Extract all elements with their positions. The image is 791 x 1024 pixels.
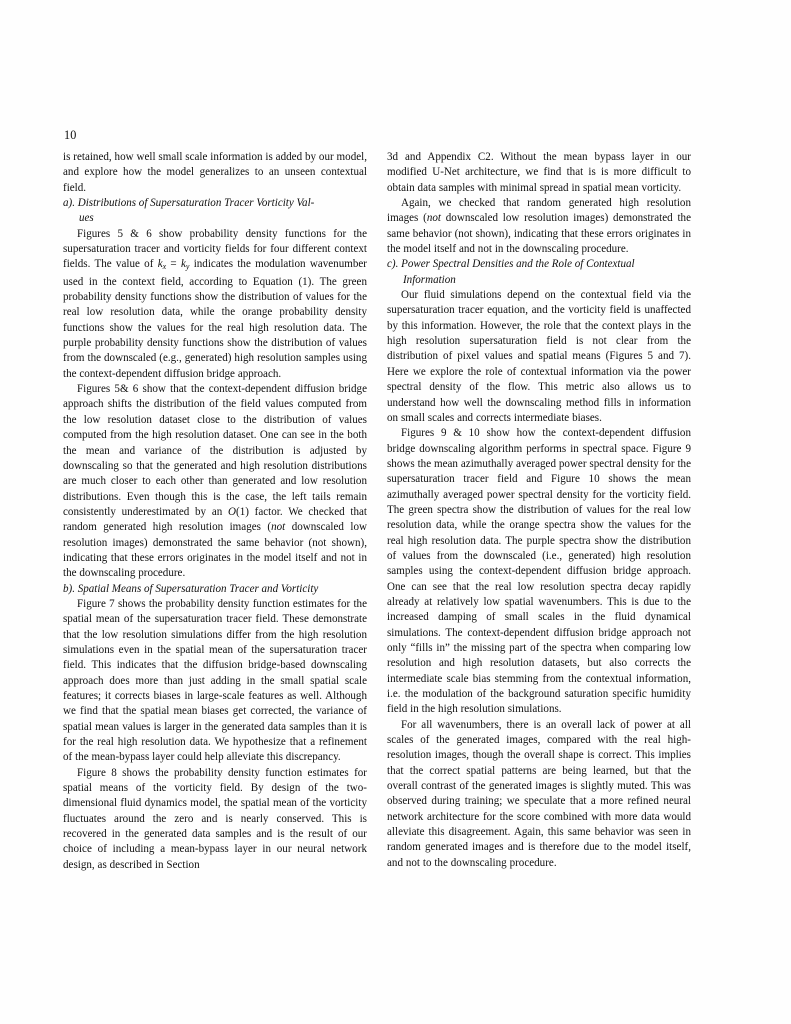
right-column: [387, 150, 691, 1010]
paragraph-a-2-text-part3: downscaled low resolution images) demonstrated the same behavior (not shown), indicating that these errors originates in the model itself and not in the downscaling procedure.: [63, 521, 368, 580]
paragraph-again: [387, 196, 691, 257]
math-k-symbol: k: [157, 258, 163, 271]
math-subscript-x: x: [162, 262, 167, 272]
paragraph-a-2: [63, 382, 367, 581]
math-k-x: [158, 258, 166, 270]
paragraph-c-3: For all wavenumbers, there is an overall lack of power at all scales of the generated images, compared with the real high-resolution images, though the overall shape is correct. This implies that the correct spatial patterns are being learned, but that the overall contrast of the generated images is slightly muted. This was observed during training; we speculate that a more refined neural network architecture for the score combined with more data would alleviate this disagreement. Again, this same behavior was seen in random generated images and is therefore due to the model itself, and not to the downscaling procedure.: [387, 718, 691, 869]
subheading-a: [63, 196, 367, 227]
paragraph-b-1: Figure 7 shows the probability density function estimates for the spatial mean of the supersaturation tracer field. These demonstrate that the low resolution simulations differ from the high resolution simulations even in the spatial mean of the supersaturation tracer field. This indicates that the diffusion bridge-based downscaling approach does more than just adding in the small spatial scale features; it corrects biases in large-scale features as well. Although we find that the spatial mean biases get corrected, the variance of spatial mean values is larger in the generated data samples than it is for the real high resolution data. We hypothesize that a refinement of the mean-bypass layer could help alleviate this discrepancy.: [63, 597, 367, 764]
subheading-a-line2: ues: [79, 212, 94, 225]
paragraph-continued-intro: is retained, how well small scale information is added by our model, and explore how the model generalizes to an unseen contextual field.: [63, 151, 367, 194]
paragraph-c-1: Our fluid simulations depend on the contextual field via the supersaturation tracer equation, and the vorticity field is unaffected by this information. However, the role that the context plays in the high resolution supersaturation field is not clear from the distribution of pixel values and spatial means (Figures 5 and 7). Here we explore the role of contextual information via the power spectral density of the flow. This metric also allows us to understand how well the downscaling method fills in information on small scales and corrects intermediate biases.: [387, 289, 691, 424]
paragraph-again-text-part2: downscaled low resolution images) demonstrated the same behavior (not shown), indicating that these errors originates in the model itself and not in the downscaling procedure.: [387, 212, 691, 256]
math-big-o: O: [228, 505, 237, 518]
two-column-body: [63, 150, 691, 1010]
paragraph-a-1-text-part1: Figures 5 & 6 show probability density functions for the supersaturation tracer and vorticity fields for four different context fields. The value of: [63, 227, 367, 271]
paragraph-b-2: Figure 8 shows the probability density function estimates for spatial means of the vorticity field. By design of the two-dimensional fluid dynamics model, the spatial mean of the vorticity fluctuates around the zero and is nearly conserved. This is recovered in the generated data samples and is the result of our choice of including a mean-bypass layer in our neural network design, as described in Section: [63, 766, 367, 871]
subheading-b: [63, 582, 367, 597]
paragraph-a-1: [63, 227, 367, 382]
subheading-c-line1: c). Power Spectral Densities and the Role of Contextual: [387, 258, 635, 271]
paragraph-again-text-part1: Again, we checked that random generated high resolution images (: [387, 197, 691, 225]
subheading-a-line1: a). Distributions of Supersaturation Tracer Vorticity Val-: [63, 197, 315, 210]
emphasis-not: not: [271, 521, 286, 534]
math-k-symbol-2: k: [180, 258, 186, 271]
paragraph-a-2-text-part2: (1) factor. We checked that random generated high resolution images (: [63, 505, 367, 534]
paragraph-c-continued: 3d and Appendix C2. Without the mean bypass layer in our modified U-Net architecture, we find that is is more difficult to obtain data samples with minimal spread in spatial mean vorticity.: [387, 151, 691, 194]
math-equals: =: [166, 258, 181, 271]
emphasis-not-right: not: [426, 212, 441, 225]
subheading-c-line2: Information: [403, 273, 456, 286]
page-number: 10: [64, 128, 77, 142]
paragraph-a-1-text-part2: indicates the modulation wavenumber used in the context field, according to Equation (1). The green probability density functions show the distribution of values for the real low resolution data, while the orange probability density functions show the values for the real high resolution data. The purple probability density functions show the distribution of values from the downscaled (e.g., generated) high resolution samples using the context-dependent diffusion bridge approach.: [63, 258, 367, 380]
left-column: [63, 150, 367, 1010]
subheading-b-line1: b). Spatial Means of Supersaturation Tracer and Vorticity: [63, 582, 319, 595]
paragraph-a-2-text-part1: Figures 5& 6 show that the context-dependent diffusion bridge approach shifts the distribution of the field values computed from the low resolution dataset close to the distribution of values computed from the high resolution dataset. One can see in the both the mean and variance of the distribution is adjusted by downscaling so that the generated and high resolution distributions are much closer to each other than generated and low resolution distributions. Even though this is the case, the left tails remain consistently underestimated by an: [63, 383, 367, 518]
paragraph-c-2: Figures 9 & 10 show how the context-dependent diffusion bridge downscaling algorithm performs in spectral space. Figure 9 shows the mean azimuthally averaged power spectral density for the supersaturation tracer field and Figure 10 shows the mean azimuthally averaged power spectral density for the vorticity field. The green spectra show the distribution of values for the real low resolution data, while the orange spectra show the values for the real high resolution data. The purple spectra show the distribution of values from the downscaled (i.e., generated) high resolution samples using the context-dependent diffusion bridge approach. One can see that the real low resolution spectra decay rapidly already at relatively low spatial wavenumbers. This is due to the increased damping of small scales in the fluid dynamical simulations. The context-dependent diffusion bridge approach not only “fills in” the missing part of the spectra when comparing low resolution and high resolution datasets, but also corrects the intermediate scale bias stemming from the contextual information, i.e. the modulation of the background saturation specific humidity field in the high resolution simulations.: [387, 427, 691, 716]
subheading-c: [387, 257, 691, 288]
math-subscript-y: y: [185, 262, 190, 272]
